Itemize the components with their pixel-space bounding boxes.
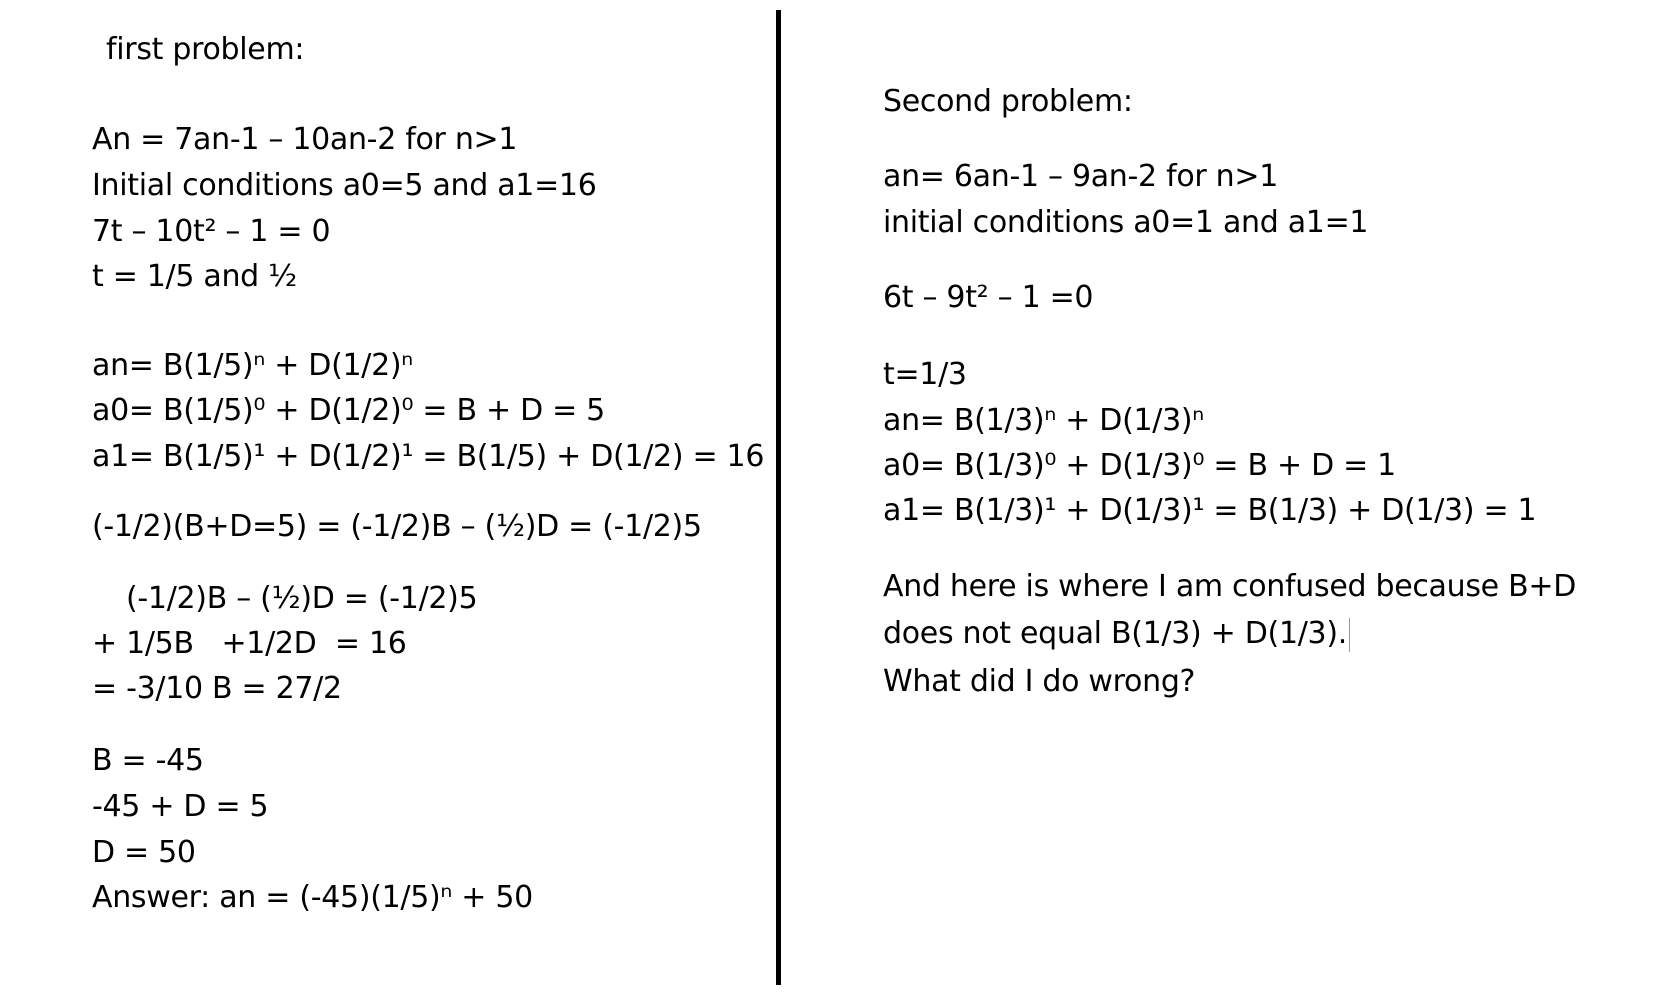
left-line-2: Initial conditions a0=5 and a1=16: [92, 168, 597, 203]
left-line-6: a0= B(1/5)⁰ + D(1/2)⁰ = B + D = 5: [92, 393, 605, 428]
right-line-9-text: does not equal B(1/3) + D(1/3).: [883, 616, 1347, 651]
left-line-9: (-1/2)B – (½)D = (-1/2)5: [126, 581, 478, 616]
left-line-15: Answer: an = (-45)(1/5)ⁿ + 50: [92, 880, 533, 915]
left-line-4: t = 1/5 and ½: [92, 259, 297, 294]
left-line-12: B = -45: [92, 743, 204, 778]
right-line-9: [883, 616, 1350, 652]
right-line-10: What did I do wrong?: [883, 664, 1196, 699]
left-title: first problem:: [106, 32, 305, 67]
left-line-3: 7t – 10t² – 1 = 0: [92, 214, 331, 249]
right-line-4: t=1/3: [883, 357, 967, 392]
right-line-6: a0= B(1/3)⁰ + D(1/3)⁰ = B + D = 1: [883, 448, 1396, 483]
right-line-5: an= B(1/3)ⁿ + D(1/3)ⁿ: [883, 403, 1204, 438]
left-line-7: a1= B(1/5)¹ + D(1/2)¹ = B(1/5) + D(1/2) = 16: [92, 439, 765, 474]
text-cursor: [1349, 618, 1350, 652]
left-line-10: + 1/5B +1/2D = 16: [92, 626, 407, 661]
left-line-11: = -3/10 B = 27/2: [92, 671, 342, 706]
right-line-2: initial conditions a0=1 and a1=1: [883, 205, 1369, 240]
left-line-13: -45 + D = 5: [92, 789, 269, 824]
right-line-1: an= 6an-1 – 9an-2 for n>1: [883, 159, 1278, 194]
right-line-7: a1= B(1/3)¹ + D(1/3)¹ = B(1/3) + D(1/3) = 1: [883, 493, 1537, 528]
right-title: Second problem:: [883, 84, 1133, 119]
left-line-14: D = 50: [92, 835, 196, 870]
left-line-5: an= B(1/5)ⁿ + D(1/2)ⁿ: [92, 348, 413, 383]
left-line-8: (-1/2)(B+D=5) = (-1/2)B – (½)D = (-1/2)5: [92, 509, 702, 544]
column-divider: [776, 10, 781, 985]
right-line-3: 6t – 9t² – 1 =0: [883, 280, 1094, 315]
right-line-8: And here is where I am confused because B+D: [883, 569, 1576, 604]
left-line-1: An = 7an-1 – 10an-2 for n>1: [92, 122, 518, 157]
